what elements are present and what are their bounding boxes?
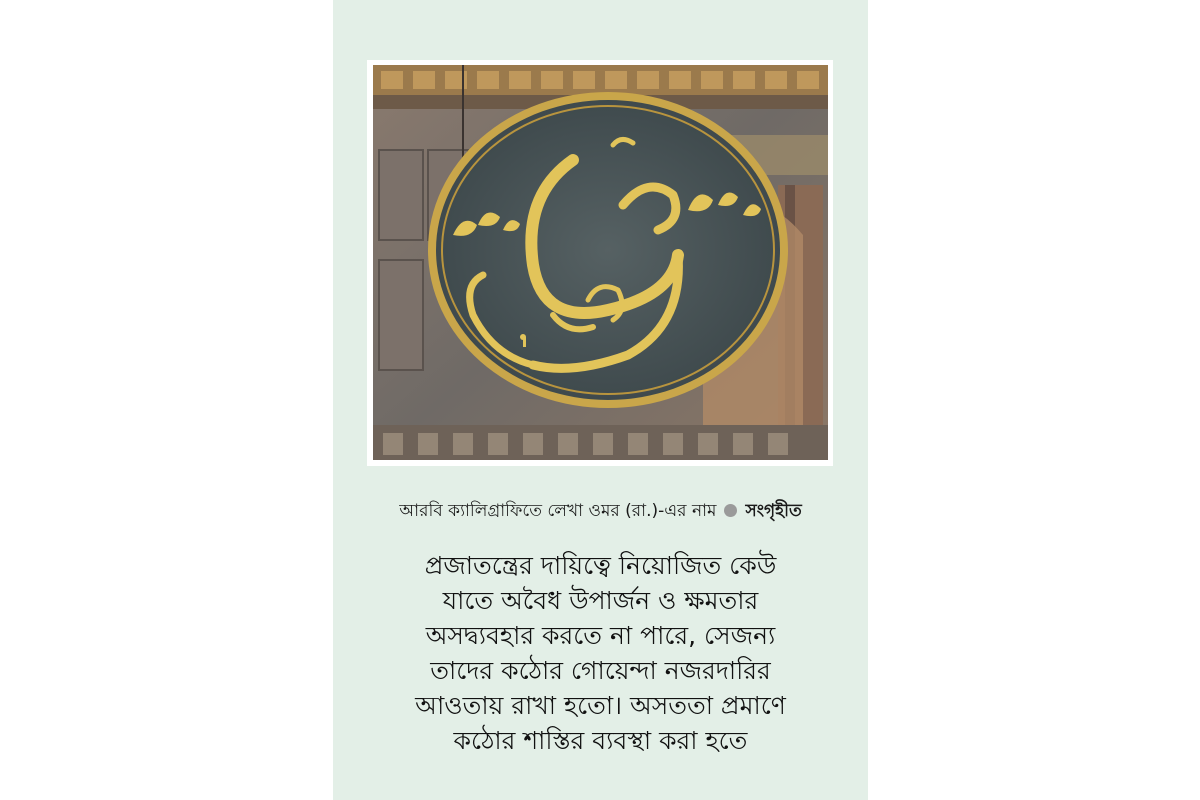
- figure-caption: আরবি ক্যালিগ্রাফিতে লেখা ওমর (রা.)-এর নাম: [399, 501, 717, 521]
- pull-quote-line: আওতায় রাখা হতো। অসততা প্রমাণে: [415, 691, 786, 720]
- pull-quote-line: অসদ্ব্যবহার করতে না পারে, সেজন্য: [425, 621, 776, 650]
- pull-quote-line: কঠোর শাস্তির ব্যবস্থা করা হতে: [453, 726, 748, 755]
- pull-quote-line: প্রজাতন্ত্রের দায়িত্বে নিয়োজিত কেউ: [424, 551, 777, 580]
- pull-quote-line: তাদের কঠোর গোয়েন্দা নজরদারির: [430, 656, 771, 685]
- figure-caption-row: [333, 498, 868, 526]
- separator-dot-icon: [724, 504, 737, 517]
- pull-quote-line: যাতে অবৈধ উপার্জন ও ক্ষমতার: [442, 586, 759, 615]
- pull-quote: [333, 548, 868, 758]
- calligraphy-medallion-photo: [373, 65, 828, 460]
- photo-credit: সংগৃহীত: [745, 501, 802, 521]
